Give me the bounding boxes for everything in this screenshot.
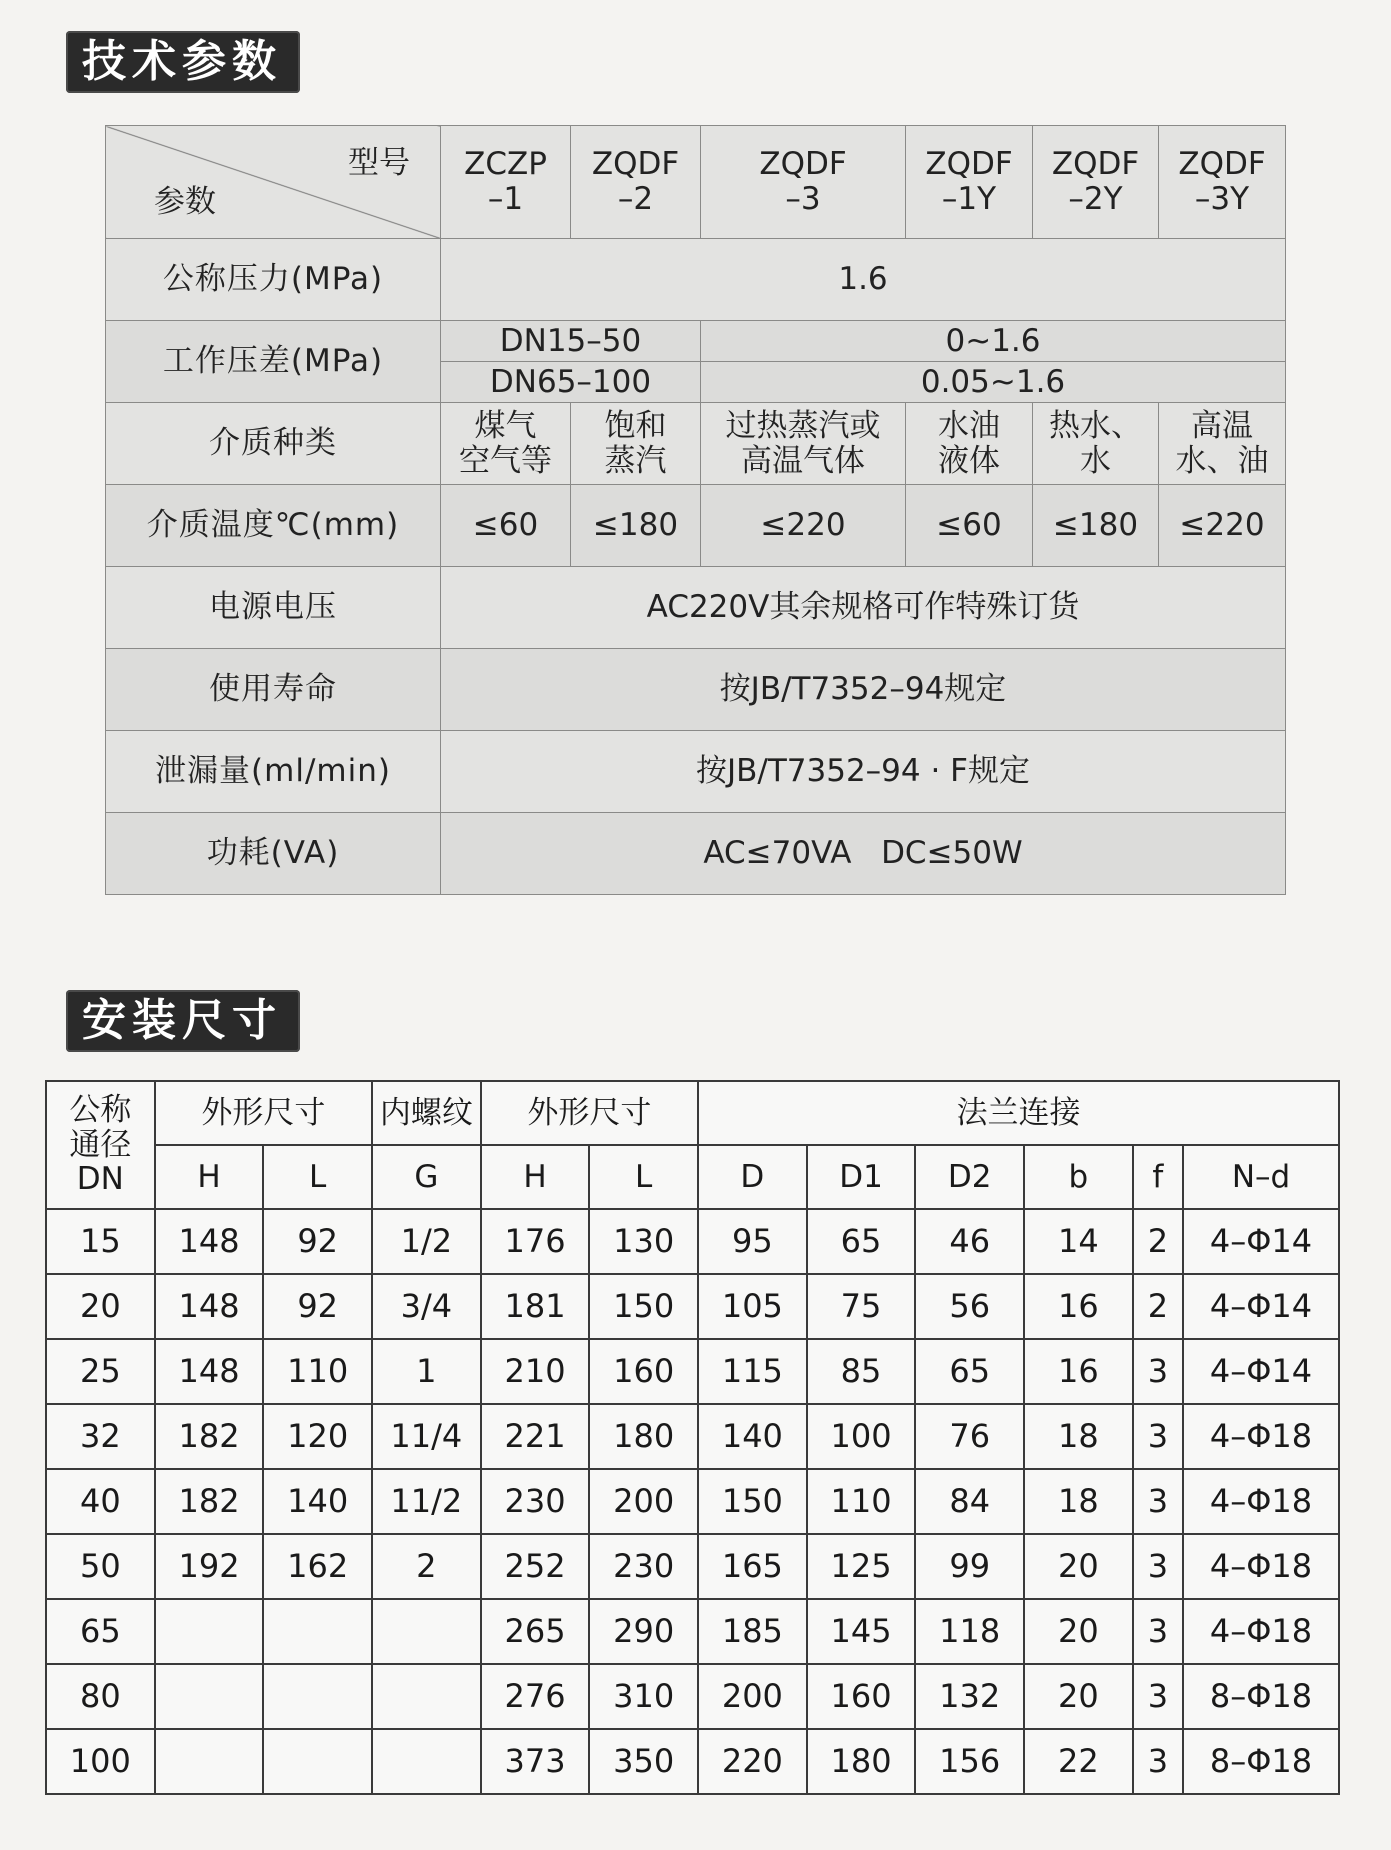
sub-header-d1: D1 xyxy=(807,1145,916,1209)
sub-header-b: b xyxy=(1024,1145,1133,1209)
cell-l2: 350 xyxy=(589,1729,698,1794)
cell-f: 2 xyxy=(1133,1209,1183,1274)
sub-header-d2: D2 xyxy=(915,1145,1024,1209)
cell-b: 16 xyxy=(1024,1339,1133,1404)
cell-l2: 200 xyxy=(589,1469,698,1534)
cell-d1: 100 xyxy=(807,1404,916,1469)
cell-nd: 8–Φ18 xyxy=(1183,1664,1339,1729)
cell-d2: 118 xyxy=(915,1599,1024,1664)
medium-temp-4: ≤60 xyxy=(906,485,1033,567)
row-working-diff-1 xyxy=(106,321,1286,362)
model-zqdf-1y: ZQDF –1Y xyxy=(906,126,1033,239)
working-diff-range-1: DN15–50 xyxy=(441,321,701,362)
cell-h2: 210 xyxy=(481,1339,590,1404)
cell-dn: 40 xyxy=(46,1469,155,1534)
cell-d1: 85 xyxy=(807,1339,916,1404)
cell-f: 3 xyxy=(1133,1469,1183,1534)
cell-g: 1/2 xyxy=(372,1209,481,1274)
cell-b: 22 xyxy=(1024,1729,1133,1794)
working-diff-value-1: 0~1.6 xyxy=(701,321,1286,362)
table-row xyxy=(46,1339,1339,1404)
model-zqdf-2y: ZQDF –2Y xyxy=(1033,126,1159,239)
cell-l1 xyxy=(263,1599,372,1664)
working-diff-value-2: 0.05~1.6 xyxy=(701,362,1286,403)
cell-f: 3 xyxy=(1133,1664,1183,1729)
section-title-install-dims: 安装尺寸 xyxy=(66,990,300,1052)
cell-b: 14 xyxy=(1024,1209,1133,1274)
cell-h1: 148 xyxy=(155,1339,264,1404)
cell-d: 140 xyxy=(698,1404,807,1469)
cell-h1 xyxy=(155,1599,264,1664)
cell-nd: 4–Φ18 xyxy=(1183,1534,1339,1599)
cell-nd: 4–Φ18 xyxy=(1183,1404,1339,1469)
cell-d2: 132 xyxy=(915,1664,1024,1729)
model-zqdf-2: ZQDF –2 xyxy=(571,126,701,239)
install-header-row-2 xyxy=(46,1145,1339,1209)
cell-h2: 176 xyxy=(481,1209,590,1274)
cell-d: 95 xyxy=(698,1209,807,1274)
table-row xyxy=(46,1404,1339,1469)
sub-header-l2: L xyxy=(589,1145,698,1209)
cell-l2: 180 xyxy=(589,1404,698,1469)
cell-l2: 130 xyxy=(589,1209,698,1274)
cell-d2: 65 xyxy=(915,1339,1024,1404)
cell-d1: 75 xyxy=(807,1274,916,1339)
model-zqdf-3: ZQDF –3 xyxy=(701,126,906,239)
cell-nd: 4–Φ18 xyxy=(1183,1599,1339,1664)
section-title-tech-params: 技术参数 xyxy=(66,31,300,93)
cell-nd: 4–Φ14 xyxy=(1183,1209,1339,1274)
cell-h2: 230 xyxy=(481,1469,590,1534)
medium-type-3: 过热蒸汽或 高温气体 xyxy=(701,403,906,485)
medium-temp-2: ≤180 xyxy=(571,485,701,567)
power-label: 功耗(VA) xyxy=(106,813,441,895)
sub-header-f: f xyxy=(1133,1145,1183,1209)
cell-dn: 20 xyxy=(46,1274,155,1339)
cell-d1: 160 xyxy=(807,1664,916,1729)
cell-d: 115 xyxy=(698,1339,807,1404)
cell-l1: 110 xyxy=(263,1339,372,1404)
row-medium-temp xyxy=(106,485,1286,567)
row-voltage xyxy=(106,567,1286,649)
row-leakage xyxy=(106,731,1286,813)
sub-header-h2: H xyxy=(481,1145,590,1209)
cell-l1 xyxy=(263,1664,372,1729)
cell-d: 220 xyxy=(698,1729,807,1794)
cell-d2: 156 xyxy=(915,1729,1024,1794)
cell-d: 165 xyxy=(698,1534,807,1599)
dn-header: 公称 通径 DN xyxy=(46,1081,155,1209)
leakage-value: 按JB/T7352–94 · F规定 xyxy=(441,731,1286,813)
table-row xyxy=(46,1209,1339,1274)
cell-l1: 92 xyxy=(263,1274,372,1339)
cell-l1: 140 xyxy=(263,1469,372,1534)
cell-b: 20 xyxy=(1024,1664,1133,1729)
cell-d2: 46 xyxy=(915,1209,1024,1274)
table-row xyxy=(46,1469,1339,1534)
model-zqdf-3y: ZQDF –3Y xyxy=(1159,126,1286,239)
power-value: AC≤70VA DC≤50W xyxy=(441,813,1286,895)
voltage-value: AC220V其余规格可作特殊订货 xyxy=(441,567,1286,649)
cell-l1: 92 xyxy=(263,1209,372,1274)
sub-header-nd: N–d xyxy=(1183,1145,1339,1209)
sub-header-l1: L xyxy=(263,1145,372,1209)
cell-g: 11/4 xyxy=(372,1404,481,1469)
cell-h1: 148 xyxy=(155,1274,264,1339)
cell-dn: 50 xyxy=(46,1534,155,1599)
cell-f: 3 xyxy=(1133,1534,1183,1599)
table-row xyxy=(46,1274,1339,1339)
sub-header-d: D xyxy=(698,1145,807,1209)
cell-b: 20 xyxy=(1024,1599,1133,1664)
cell-dn: 80 xyxy=(46,1664,155,1729)
cell-dn: 15 xyxy=(46,1209,155,1274)
medium-type-4: 水油 液体 xyxy=(906,403,1033,485)
cell-g xyxy=(372,1599,481,1664)
cell-h1: 182 xyxy=(155,1404,264,1469)
table-row xyxy=(46,1729,1339,1794)
header-param-label: 参数 xyxy=(154,184,216,221)
cell-h2: 221 xyxy=(481,1404,590,1469)
inner-thread-header: 内螺纹 xyxy=(372,1081,481,1145)
cell-b: 18 xyxy=(1024,1404,1133,1469)
cell-f: 3 xyxy=(1133,1339,1183,1404)
medium-type-5: 热水、 水 xyxy=(1033,403,1159,485)
cell-nd: 4–Φ14 xyxy=(1183,1339,1339,1404)
cell-l2: 290 xyxy=(589,1599,698,1664)
cell-l2: 310 xyxy=(589,1664,698,1729)
header-diagonal-cell xyxy=(106,126,441,239)
cell-h2: 265 xyxy=(481,1599,590,1664)
cell-d1: 180 xyxy=(807,1729,916,1794)
cell-g: 2 xyxy=(372,1534,481,1599)
cell-b: 20 xyxy=(1024,1534,1133,1599)
cell-h2: 181 xyxy=(481,1274,590,1339)
medium-temp-1: ≤60 xyxy=(441,485,571,567)
cell-f: 2 xyxy=(1133,1274,1183,1339)
medium-type-6: 高温 水、油 xyxy=(1159,403,1286,485)
tech-header-row xyxy=(106,126,1286,239)
install-header-row-1 xyxy=(46,1081,1339,1145)
table-row xyxy=(46,1599,1339,1664)
model-zczp-1: ZCZP –1 xyxy=(441,126,571,239)
row-life xyxy=(106,649,1286,731)
cell-d2: 76 xyxy=(915,1404,1024,1469)
cell-f: 3 xyxy=(1133,1599,1183,1664)
cell-f: 3 xyxy=(1133,1729,1183,1794)
working-diff-range-2: DN65–100 xyxy=(441,362,701,403)
header-model-label: 型号 xyxy=(348,145,410,181)
cell-f: 3 xyxy=(1133,1404,1183,1469)
cell-d: 200 xyxy=(698,1664,807,1729)
cell-h1: 192 xyxy=(155,1534,264,1599)
cell-h1 xyxy=(155,1729,264,1794)
outer-dim-header-2: 外形尺寸 xyxy=(481,1081,698,1145)
cell-g: 11/2 xyxy=(372,1469,481,1534)
cell-l1: 120 xyxy=(263,1404,372,1469)
cell-dn: 32 xyxy=(46,1404,155,1469)
cell-dn: 25 xyxy=(46,1339,155,1404)
working-diff-label: 工作压差(MPa) xyxy=(106,321,441,403)
leakage-label: 泄漏量(ml/min) xyxy=(106,731,441,813)
medium-temp-label: 介质温度℃(mm) xyxy=(106,485,441,567)
cell-g xyxy=(372,1664,481,1729)
life-value: 按JB/T7352–94规定 xyxy=(441,649,1286,731)
install-dims-table xyxy=(45,1080,1340,1795)
outer-dim-header-1: 外形尺寸 xyxy=(155,1081,372,1145)
sub-header-g: G xyxy=(372,1145,481,1209)
row-nominal-pressure xyxy=(106,239,1286,321)
cell-b: 18 xyxy=(1024,1469,1133,1534)
cell-h2: 373 xyxy=(481,1729,590,1794)
voltage-label: 电源电压 xyxy=(106,567,441,649)
cell-l1: 162 xyxy=(263,1534,372,1599)
cell-h1: 148 xyxy=(155,1209,264,1274)
cell-d: 185 xyxy=(698,1599,807,1664)
cell-d1: 125 xyxy=(807,1534,916,1599)
cell-g xyxy=(372,1729,481,1794)
cell-l2: 230 xyxy=(589,1534,698,1599)
flange-header: 法兰连接 xyxy=(698,1081,1339,1145)
row-medium-type xyxy=(106,403,1286,485)
medium-temp-6: ≤220 xyxy=(1159,485,1286,567)
cell-dn: 65 xyxy=(46,1599,155,1664)
install-table-body xyxy=(46,1209,1339,1794)
cell-dn: 100 xyxy=(46,1729,155,1794)
cell-d2: 56 xyxy=(915,1274,1024,1339)
cell-nd: 8–Φ18 xyxy=(1183,1729,1339,1794)
cell-g: 1 xyxy=(372,1339,481,1404)
medium-temp-5: ≤180 xyxy=(1033,485,1159,567)
medium-type-label: 介质种类 xyxy=(106,403,441,485)
cell-d1: 65 xyxy=(807,1209,916,1274)
nominal-pressure-value: 1.6 xyxy=(441,239,1286,321)
cell-b: 16 xyxy=(1024,1274,1133,1339)
tech-params-table xyxy=(105,125,1286,895)
cell-h1 xyxy=(155,1664,264,1729)
cell-l1 xyxy=(263,1729,372,1794)
cell-d2: 99 xyxy=(915,1534,1024,1599)
sub-header-h1: H xyxy=(155,1145,264,1209)
cell-g: 3/4 xyxy=(372,1274,481,1339)
medium-temp-3: ≤220 xyxy=(701,485,906,567)
life-label: 使用寿命 xyxy=(106,649,441,731)
medium-type-2: 饱和 蒸汽 xyxy=(571,403,701,485)
cell-nd: 4–Φ14 xyxy=(1183,1274,1339,1339)
medium-type-1: 煤气 空气等 xyxy=(441,403,571,485)
row-power xyxy=(106,813,1286,895)
cell-h1: 182 xyxy=(155,1469,264,1534)
cell-l2: 150 xyxy=(589,1274,698,1339)
cell-d1: 145 xyxy=(807,1599,916,1664)
cell-l2: 160 xyxy=(589,1339,698,1404)
nominal-pressure-label: 公称压力(MPa) xyxy=(106,239,441,321)
cell-d1: 110 xyxy=(807,1469,916,1534)
table-row xyxy=(46,1664,1339,1729)
cell-h2: 252 xyxy=(481,1534,590,1599)
cell-d: 105 xyxy=(698,1274,807,1339)
cell-h2: 276 xyxy=(481,1664,590,1729)
cell-nd: 4–Φ18 xyxy=(1183,1469,1339,1534)
cell-d: 150 xyxy=(698,1469,807,1534)
table-row xyxy=(46,1534,1339,1599)
cell-d2: 84 xyxy=(915,1469,1024,1534)
